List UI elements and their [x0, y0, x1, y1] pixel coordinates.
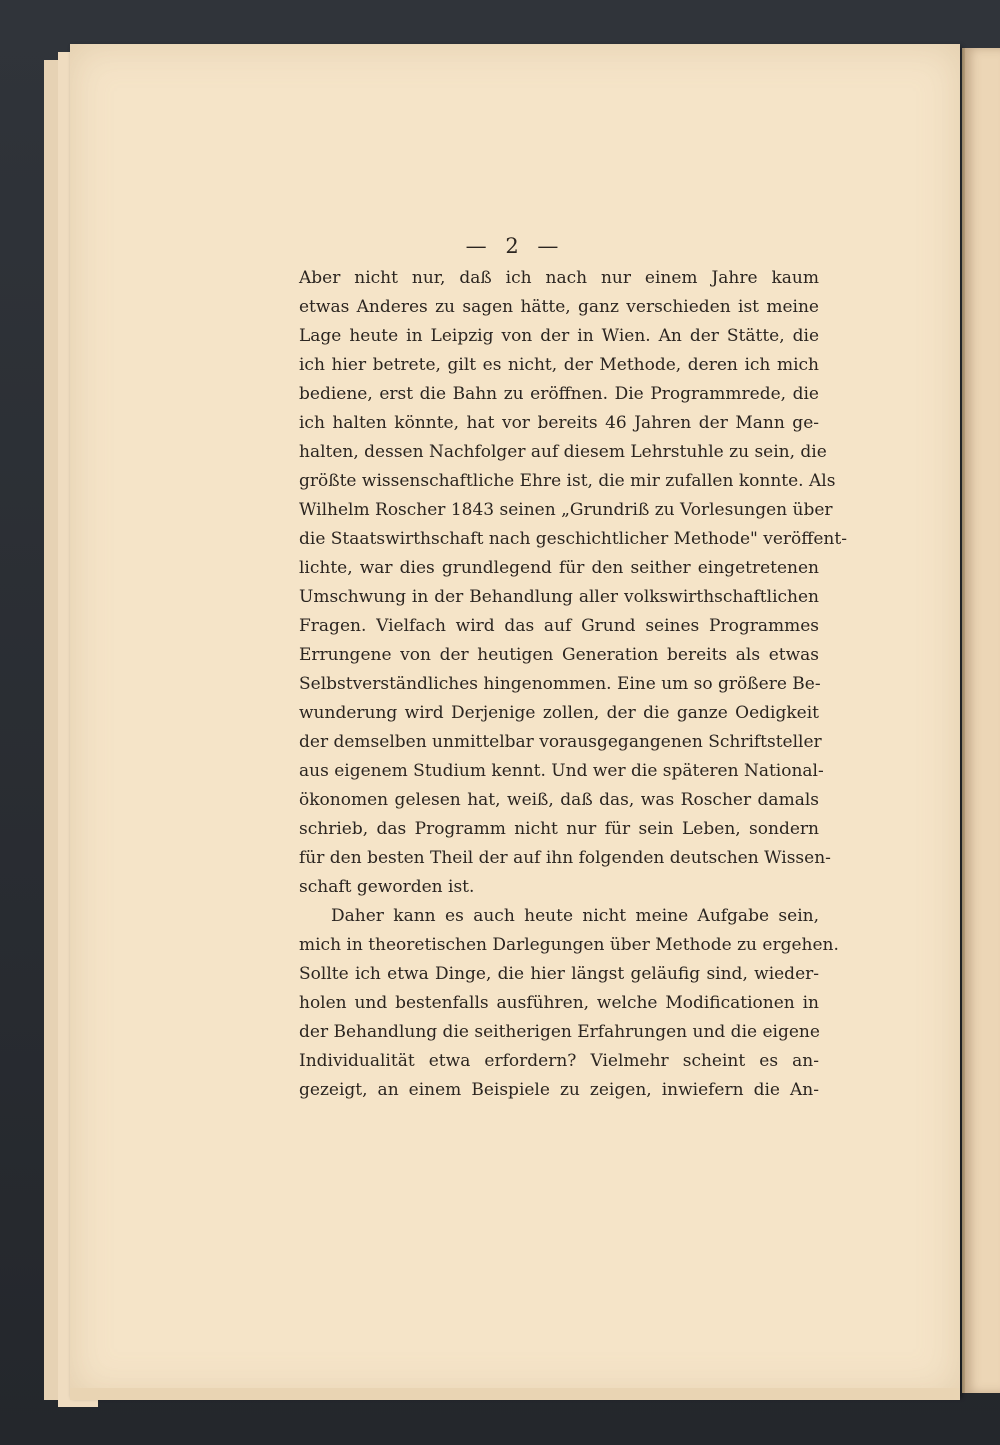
- text-line: die Staatswirthschaft nach geschichtlicher Methode" veröffent-: [299, 529, 847, 549]
- text-line: Sollte ich etwa Dinge, die hier längst geläufig sind, wieder-: [299, 964, 819, 984]
- text-line: für den besten Theil der auf ihn folgenden deutschen Wissen-: [299, 848, 831, 868]
- text-line: Wilhelm Roscher 1843 seinen „Grundriß zu Vorlesungen über: [299, 500, 833, 520]
- text-line: Umschwung in der Behandlung aller volkswirthschaftlichen: [299, 587, 819, 607]
- text-line: schrieb, das Programm nicht nur für sein Leben, sondern: [299, 819, 819, 839]
- text-line: schaft geworden ist.: [299, 877, 475, 897]
- text-line: Fragen. Vielfach wird das auf Grund seines Programmes: [299, 616, 819, 636]
- text-line: ich hier betrete, gilt es nicht, der Methode, deren ich mich: [299, 355, 819, 375]
- text-line: etwas Anderes zu sagen hätte, ganz verschieden ist meine: [299, 297, 819, 317]
- text-line: wunderung wird Derjenige zollen, der die ganze Oedigkeit: [299, 703, 819, 723]
- text-line: mich in theoretischen Darlegungen über Methode zu ergehen.: [299, 935, 839, 955]
- facing-page-edge: [962, 48, 1000, 1393]
- text-line: aus eigenem Studium kennt. Und wer die späteren National-: [299, 761, 824, 781]
- text-line: der Behandlung die seitherigen Erfahrungen und die eigene: [299, 1022, 820, 1042]
- book-page: [70, 44, 960, 1396]
- text-line: Selbstverständliches hingenommen. Eine um so größere Be-: [299, 674, 821, 694]
- text-line: lichte, war dies grundlegend für den seither eingetretenen: [299, 558, 819, 578]
- text-line: halten, dessen Nachfolger auf diesem Lehrstuhle zu sein, die: [299, 442, 827, 462]
- text-line: ökonomen gelesen hat, weiß, daß das, was Roscher damals: [299, 790, 819, 810]
- text-line: Individualität etwa erfordern? Vielmehr scheint es an-: [299, 1051, 819, 1071]
- text-line: Daher kann es auch heute nicht meine Aufgabe sein,: [331, 906, 819, 926]
- page-number: — 2 —: [465, 234, 565, 258]
- text-line: Lage heute in Leipzig von der in Wien. An der Stätte, die: [299, 326, 819, 346]
- text-line: holen und bestenfalls ausführen, welche Modificationen in: [299, 993, 819, 1013]
- text-line: gezeigt, an einem Beispiele zu zeigen, inwiefern die An-: [299, 1080, 819, 1100]
- text-line: der demselben unmittelbar vorausgegangenen Schriftsteller: [299, 732, 822, 752]
- text-line: Aber nicht nur, daß ich nach nur einem Jahre kaum: [299, 268, 819, 288]
- text-line: bediene, erst die Bahn zu eröffnen. Die Programmrede, die: [299, 384, 819, 404]
- body-text: [299, 264, 847, 1105]
- text-line: größte wissenschaftliche Ehre ist, die mir zufallen konnte. Als: [299, 471, 836, 491]
- text-line: ich halten könnte, hat vor bereits 46 Jahren der Mann ge-: [299, 413, 819, 433]
- text-line: Errungene von der heutigen Generation bereits als etwas: [299, 645, 819, 665]
- page-bottom-edge: [70, 1388, 960, 1400]
